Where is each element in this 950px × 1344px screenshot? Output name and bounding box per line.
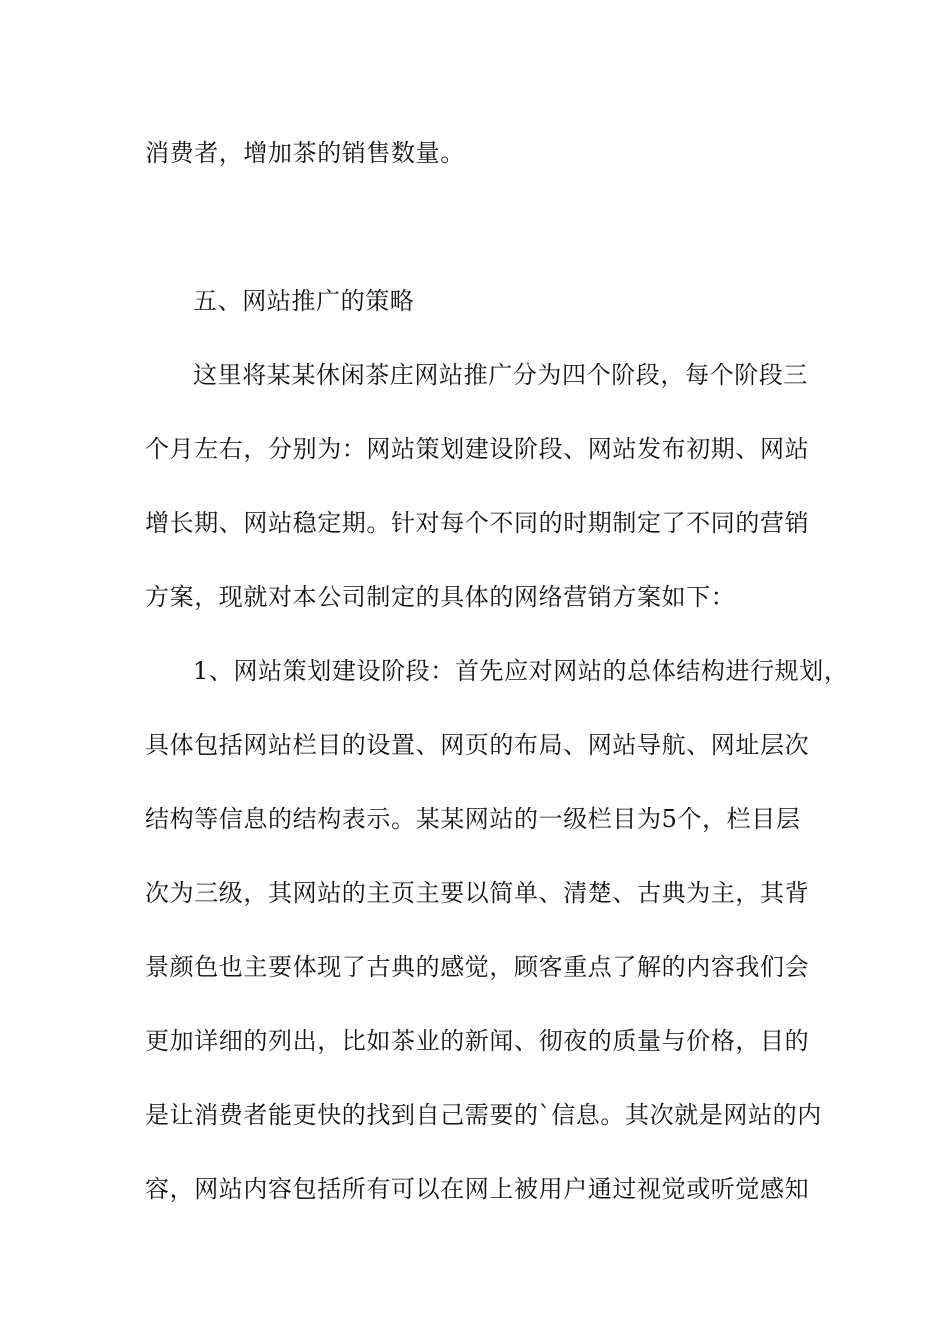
paragraph-line: 消费者，增加茶的销售数量。 <box>145 139 465 167</box>
paragraph-line: 具体包括网站栏目的设置、网页的布局、网站导航、网址层次 <box>145 731 810 759</box>
paragraph-line: 容，网站内容包括所有可以在网上被用户通过视觉或听觉感知 <box>145 1175 810 1203</box>
paragraph-line: 增长期、网站稳定期。针对每个不同的时期制定了不同的营销 <box>145 509 810 537</box>
section-heading: 五、网站推广的策略 <box>193 287 415 315</box>
paragraph-line: 个月左右，分别为：网站策划建设阶段、网站发布初期、网站 <box>145 435 810 463</box>
paragraph-line: 结构等信息的结构表示。某某网站的一级栏目为5个，栏目层 <box>145 805 801 833</box>
paragraph-line: 是让消费者能更快的找到自己需要的`信息。其次就是网站的内 <box>145 1101 822 1129</box>
paragraph-line: 1、网站策划建设阶段：首先应对网站的总体结构进行规划， <box>193 657 849 685</box>
paragraph-line: 这里将某某休闲茶庄网站推广分为四个阶段，每个阶段三 <box>193 361 808 389</box>
paragraph-line: 次为三级，其网站的主页主要以简单、清楚、古典为主，其背 <box>145 879 810 907</box>
paragraph-line: 景颜色也主要体现了古典的感觉，顾客重点了解的内容我们会 <box>145 953 810 981</box>
paragraph-line: 方案，现就对本公司制定的具体的网络营销方案如下： <box>145 583 736 611</box>
paragraph-line: 更加详细的列出，比如茶业的新闻、彻夜的质量与价格，目的 <box>145 1027 810 1055</box>
